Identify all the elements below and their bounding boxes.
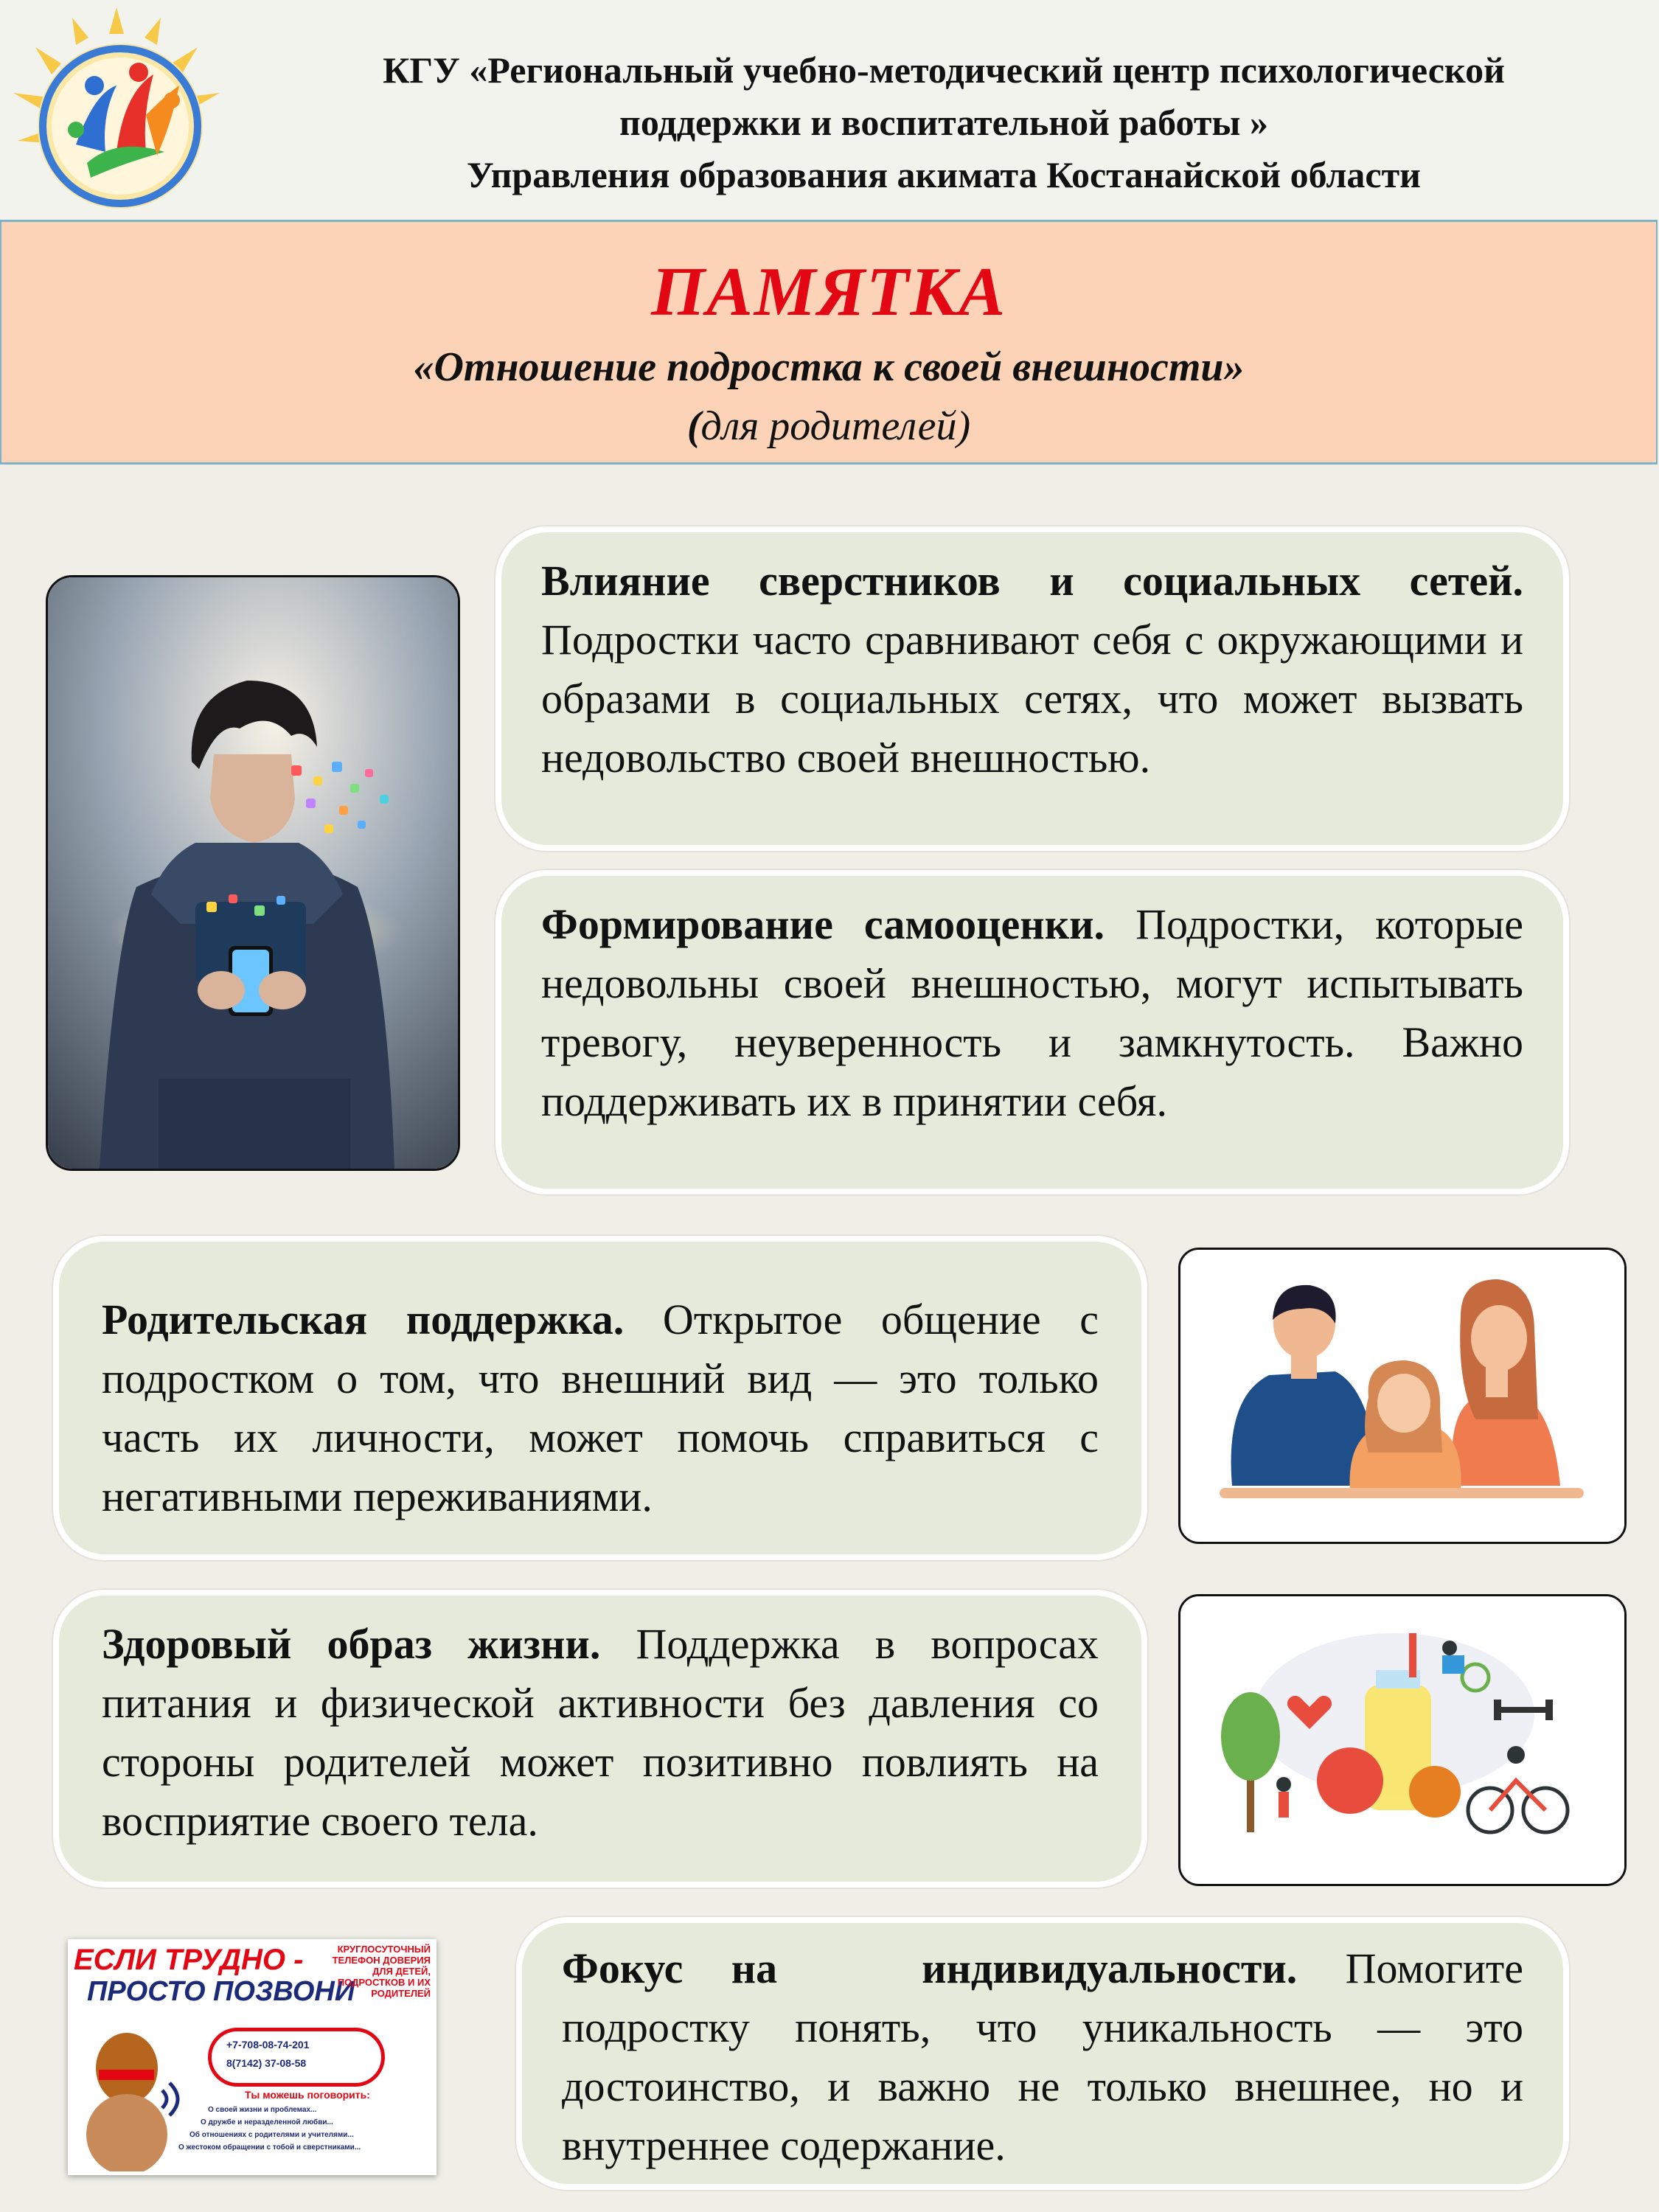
poster-topic-4: О жестоком обращении с тобой и сверстниками... bbox=[178, 2143, 361, 2152]
poster-talk-label: Ты можешь поговорить: bbox=[245, 2089, 370, 2101]
card-peer-influence-heading: Влияние сверстников и социальных сетей. bbox=[541, 557, 1523, 605]
card-individuality-text bbox=[562, 1939, 1523, 2175]
family-image bbox=[1180, 1250, 1624, 1542]
card-parental-support-text bbox=[102, 1290, 1099, 1526]
card-self-esteem-text bbox=[541, 895, 1523, 1131]
teen-phone-illustration bbox=[46, 575, 460, 1171]
healthy-lifestyle-image bbox=[1180, 1596, 1624, 1884]
poster-phone-2: 8(7142) 37-08-58 bbox=[226, 2057, 307, 2069]
org-line-1: КГУ «Региональный учебно-методический центр психологической bbox=[383, 49, 1505, 91]
center-logo bbox=[6, 4, 227, 218]
poster-headline-1: ЕСЛИ ТРУДНО - bbox=[74, 1944, 304, 1976]
poster-phone-1: +7-708-08-74-201 bbox=[226, 2039, 310, 2051]
audience-text: для родителей) bbox=[700, 403, 971, 449]
organization-name bbox=[243, 44, 1644, 201]
card-healthy-lifestyle bbox=[53, 1590, 1147, 1888]
card-healthy-lifestyle-text bbox=[102, 1615, 1099, 1851]
title-banner bbox=[0, 220, 1658, 465]
audience-note bbox=[1, 400, 1656, 452]
card-peer-influence-text bbox=[541, 552, 1523, 787]
teen-phone-image bbox=[48, 577, 458, 1169]
card-self-esteem-body: Подростки, которые недовольны своей внешностью, могут испытывать тревогу, неуверенность и замкнутость. Важно поддерживать их в принятии себя. bbox=[541, 900, 1523, 1125]
card-self-esteem bbox=[495, 870, 1569, 1194]
card-peer-influence-body: Подростки часто сравнивают себя с окружающими и образами в социальных сетях, что может вызвать недовольство своей внешностью. bbox=[541, 616, 1523, 782]
card-parental-support-body: Открытое общение с подростком о том, что внешний вид — это только часть их личности, может помочь справиться с негативными переживаниями. bbox=[102, 1295, 1099, 1520]
audience-paren: ( bbox=[686, 403, 701, 449]
card-parental-support bbox=[53, 1236, 1147, 1560]
page-subtitle: «Отношение подростка к своей внешности» bbox=[413, 344, 1245, 390]
page-title: ПАМЯТКА bbox=[650, 254, 1007, 330]
poster-headline-2: ПРОСТО ПОЗВОНИ bbox=[87, 1976, 355, 2007]
header bbox=[0, 0, 1659, 220]
card-individuality bbox=[516, 1917, 1569, 2190]
poster-topic-2: О дружбе и неразделенной любви... bbox=[201, 2118, 333, 2126]
card-healthy-lifestyle-body: Поддержка в вопросах питания и физической активности без давления со стороны родителей может позитивно повлиять на восприятие своего тела. bbox=[102, 1620, 1099, 1845]
card-self-esteem-heading: Формирование самооценки. bbox=[541, 900, 1105, 948]
org-line-3: Управления образования акимата Костанайской области bbox=[467, 154, 1421, 195]
org-line-2: поддержки и воспитательной работы » bbox=[619, 102, 1268, 143]
hotline-poster bbox=[68, 1939, 437, 2175]
card-peer-influence bbox=[495, 526, 1569, 851]
card-individuality-body: Помогите подростку понять, что уникальность — это достоинство, и важно не только внешнее, но и внутреннее содержание. bbox=[562, 1944, 1523, 2169]
poster-hotline-label: КРУГЛОСУТОЧНЫЙ ТЕЛЕФОН ДОВЕРИЯ ДЛЯ ДЕТЕЙ, ПОДРОСТКОВ И ИХ РОДИТЕЛЕЙ bbox=[332, 1944, 431, 1999]
card-healthy-lifestyle-heading: Здоровый образ жизни. bbox=[102, 1620, 601, 1668]
poster-topic-3: Об отношениях с родителями и учителями... bbox=[189, 2131, 354, 2139]
card-parental-support-heading: Родительская поддержка. bbox=[102, 1295, 625, 1343]
poster-child-icon bbox=[75, 2024, 186, 2171]
poster-topic-1: О своей жизни и проблемах... bbox=[208, 2106, 317, 2114]
card-individuality-heading: Фокус на индивидуальности. bbox=[562, 1944, 1298, 1992]
healthy-lifestyle-illustration bbox=[1178, 1594, 1627, 1886]
family-illustration bbox=[1178, 1248, 1627, 1544]
